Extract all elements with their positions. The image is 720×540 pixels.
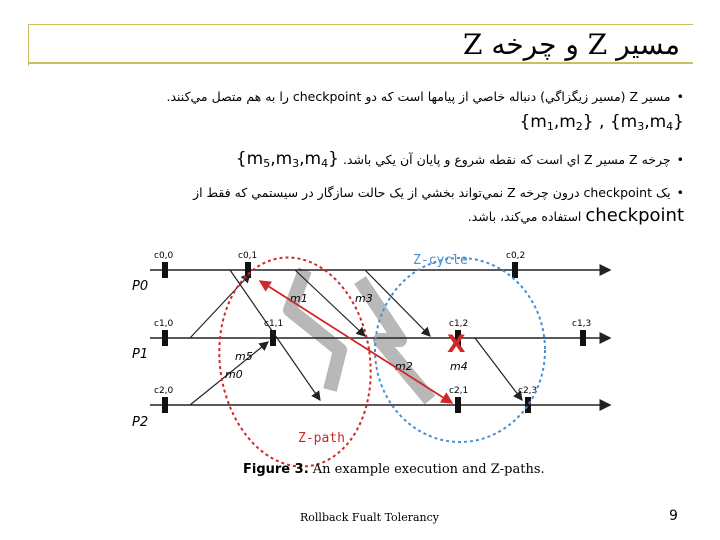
checkpoint-c21 xyxy=(449,386,468,413)
bullet-3 xyxy=(193,182,684,204)
z-path-highlight-left xyxy=(290,270,340,390)
bullet-2-text: چرخه Z مسير Z اي است كه نقطه شروع و پايان آن يكي باشد. xyxy=(342,152,671,167)
process-label-p2: P2 xyxy=(132,415,149,430)
message-label-m2: m2 xyxy=(395,360,413,373)
bullet-1-set: $\{m_1,m_2\}$ , $\{m_3,m_4\}$ xyxy=(519,112,684,133)
svg-text:c1,1: c1,1 xyxy=(264,319,284,329)
message-label-m0: m0 xyxy=(225,368,243,381)
svg-text:c0,2: c0,2 xyxy=(506,251,526,261)
checkpoint-c00 xyxy=(154,251,174,278)
bullet-marker: • xyxy=(676,152,684,167)
process-label-p0: P0 xyxy=(132,279,149,294)
bullet-1 xyxy=(166,86,684,108)
checkpoint-c20 xyxy=(154,386,174,413)
svg-text:c1,2: c1,2 xyxy=(449,319,469,329)
svg-text:c2,3: c2,3 xyxy=(518,386,538,396)
invalid-checkpoint-mark: X xyxy=(447,330,466,358)
bullet-3-line2 xyxy=(468,205,684,226)
frame-top-line xyxy=(28,24,693,25)
bullet-2 xyxy=(236,148,684,175)
slide-title: مسیر Z و چرخه Z xyxy=(462,28,680,61)
svg-text:c0,1: c0,1 xyxy=(238,251,258,261)
checkpoint-c10 xyxy=(154,319,174,346)
frame-bottom-line xyxy=(28,62,693,64)
bullet-3-rest: استفاده مي‌كند، باشد. xyxy=(467,209,582,224)
svg-text:c2,1: c2,1 xyxy=(449,386,469,396)
caption-label: Figure 3. xyxy=(243,462,309,477)
bullet-3-text: يک checkpoint درون چرخه Z نمي‌تواند بخشي از يک حالت سازگار در سيستمي كه فقط از xyxy=(193,185,671,200)
message-label-m3: m3 xyxy=(355,292,373,305)
bullet-marker: • xyxy=(676,89,684,104)
message-label-m1: m1 xyxy=(290,292,308,305)
caption-text: An example execution and Z-paths. xyxy=(312,462,545,477)
message-label-m5: m5 xyxy=(235,350,253,363)
svg-text:c0,0: c0,0 xyxy=(154,251,174,261)
bullet-3-word: checkpoint xyxy=(585,205,684,226)
process-label-p1: P1 xyxy=(132,347,149,362)
message-arrow-m1-a xyxy=(190,274,250,338)
bullet-2-set: $\{m_5,m_3,m_4\}$ xyxy=(235,149,339,170)
figure-caption xyxy=(243,462,545,477)
z-path-label: Z-path xyxy=(298,431,345,446)
svg-text:c2,0: c2,0 xyxy=(154,386,174,396)
z-cycle-label: Z-cycle xyxy=(413,253,468,268)
bullet-1-text: مسير Z (مسير زيگزاگي) دنباله خاصي از پيامها است كه دو checkpoint را به هم متصل مي‌كنند. xyxy=(166,89,671,104)
svg-text:c1,3: c1,3 xyxy=(572,319,592,329)
z-path-figure xyxy=(130,240,620,480)
svg-text:c1,0: c1,0 xyxy=(154,319,174,329)
frame-left-line xyxy=(28,24,29,66)
footer-text: Rollback Fualt Tolerancy xyxy=(300,511,439,524)
checkpoint-c01 xyxy=(238,251,257,278)
message-arrow-m4 xyxy=(475,338,522,400)
checkpoint-c13 xyxy=(572,319,591,346)
message-label-m4: m4 xyxy=(450,360,468,373)
page-number: 9 xyxy=(669,508,678,524)
bullet-marker: • xyxy=(676,185,684,200)
